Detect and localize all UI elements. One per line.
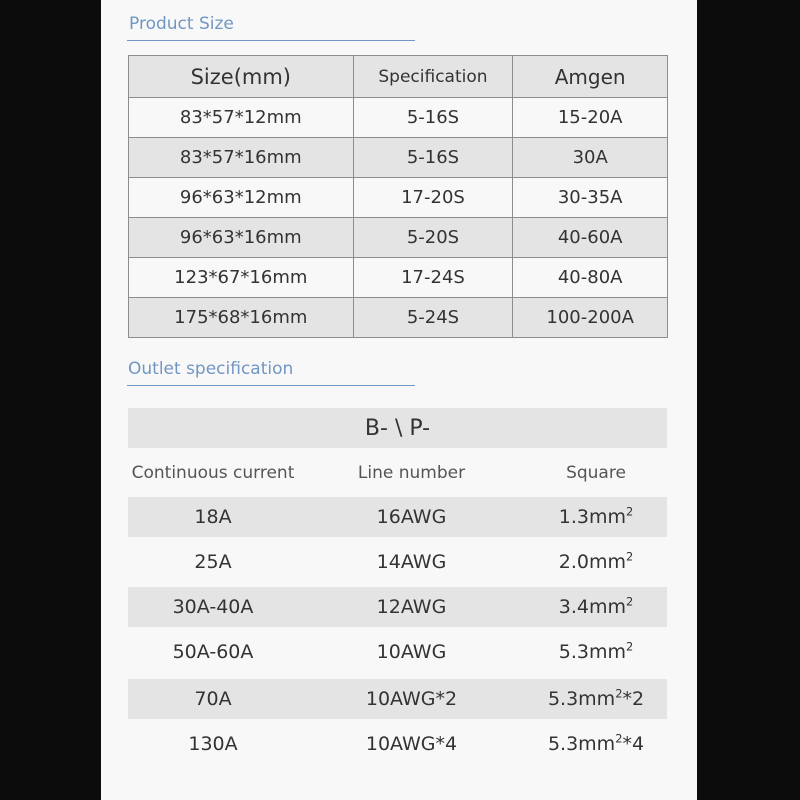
outlet-specification-rule: [127, 385, 415, 386]
square-exponent: 2: [625, 639, 634, 654]
amgen-cell: 40-60A: [513, 218, 668, 258]
current-cell: 70A: [194, 688, 232, 710]
size-cell: 96*63*16mm: [129, 218, 354, 258]
square-value: 2.0mm: [558, 551, 626, 573]
table-row: [129, 138, 668, 178]
column-header-line-number: Line number: [357, 463, 466, 483]
line-number-cell: 10AWG*2: [365, 688, 458, 710]
outlet-group-label: B- \ P-: [128, 408, 667, 448]
product-size-table: [128, 55, 668, 338]
outlet-row: [128, 679, 667, 719]
line-number-cell: 16AWG: [376, 506, 447, 528]
square-exponent: 2: [625, 504, 634, 519]
outlet-header-row: [128, 452, 667, 494]
current-cell: 30A-40A: [172, 596, 254, 618]
specification-cell: 17-24S: [353, 258, 513, 298]
square-value: 5.3mm: [547, 733, 616, 755]
square-value: 1.3mm: [558, 506, 626, 528]
current-cell: 50A-60A: [172, 641, 254, 663]
column-header-square: Square: [566, 463, 626, 483]
square-value: 5.3mm: [558, 641, 626, 663]
specification-cell: 17-20S: [353, 178, 513, 218]
square-value: 3.4mm: [558, 596, 626, 618]
square-cell: [525, 688, 667, 710]
amgen-cell: 40-80A: [513, 258, 668, 298]
product-size-heading: Product Size: [129, 14, 234, 34]
size-cell: 83*57*12mm: [129, 98, 354, 138]
square-multiplier: *4: [622, 733, 645, 755]
square-cell: [525, 551, 667, 573]
line-number-cell: 10AWG*4: [365, 733, 458, 755]
table-row: [129, 218, 668, 258]
specification-cell: 5-20S: [353, 218, 513, 258]
size-cell: 83*57*16mm: [129, 138, 354, 178]
amgen-cell: 100-200A: [513, 298, 668, 338]
column-header-continuous-current: Continuous current: [131, 463, 295, 483]
square-multiplier: *2: [622, 688, 645, 710]
square-exponent: 2: [615, 731, 623, 746]
table-row: [129, 298, 668, 338]
square-exponent: 2: [625, 549, 634, 564]
square-exponent: 2: [625, 594, 634, 609]
column-header-size: Size(mm): [129, 56, 354, 98]
column-header-amgen: Amgen: [513, 56, 668, 98]
specification-cell: 5-24S: [353, 298, 513, 338]
table-header-row: [129, 56, 668, 98]
current-cell: 18A: [194, 506, 232, 528]
current-cell: 25A: [194, 551, 232, 573]
square-exponent: 2: [615, 686, 623, 701]
product-size-rule: [127, 40, 415, 41]
outlet-specification-heading: Outlet specification: [128, 359, 294, 379]
square-cell: [525, 596, 667, 618]
amgen-cell: 30A: [513, 138, 668, 178]
amgen-cell: 15-20A: [513, 98, 668, 138]
table-row: [129, 98, 668, 138]
table-row: [129, 258, 668, 298]
outlet-row: [128, 632, 667, 672]
size-cell: 96*63*12mm: [129, 178, 354, 218]
table-row: [129, 178, 668, 218]
column-header-specification: Specification: [353, 56, 513, 98]
specification-cell: 5-16S: [353, 98, 513, 138]
outlet-row: [128, 542, 667, 582]
line-number-cell: 10AWG: [376, 641, 447, 663]
size-cell: 175*68*16mm: [129, 298, 354, 338]
current-cell: 130A: [188, 733, 238, 755]
outlet-row: [128, 587, 667, 627]
square-value: 5.3mm: [547, 688, 616, 710]
size-cell: 123*67*16mm: [129, 258, 354, 298]
specification-cell: 5-16S: [353, 138, 513, 178]
amgen-cell: 30-35A: [513, 178, 668, 218]
square-cell: [525, 733, 667, 755]
square-cell: [525, 641, 667, 663]
square-cell: [525, 506, 667, 528]
outlet-row: [128, 497, 667, 537]
line-number-cell: 12AWG: [376, 596, 447, 618]
outlet-row: [128, 724, 667, 764]
line-number-cell: 14AWG: [376, 551, 447, 573]
